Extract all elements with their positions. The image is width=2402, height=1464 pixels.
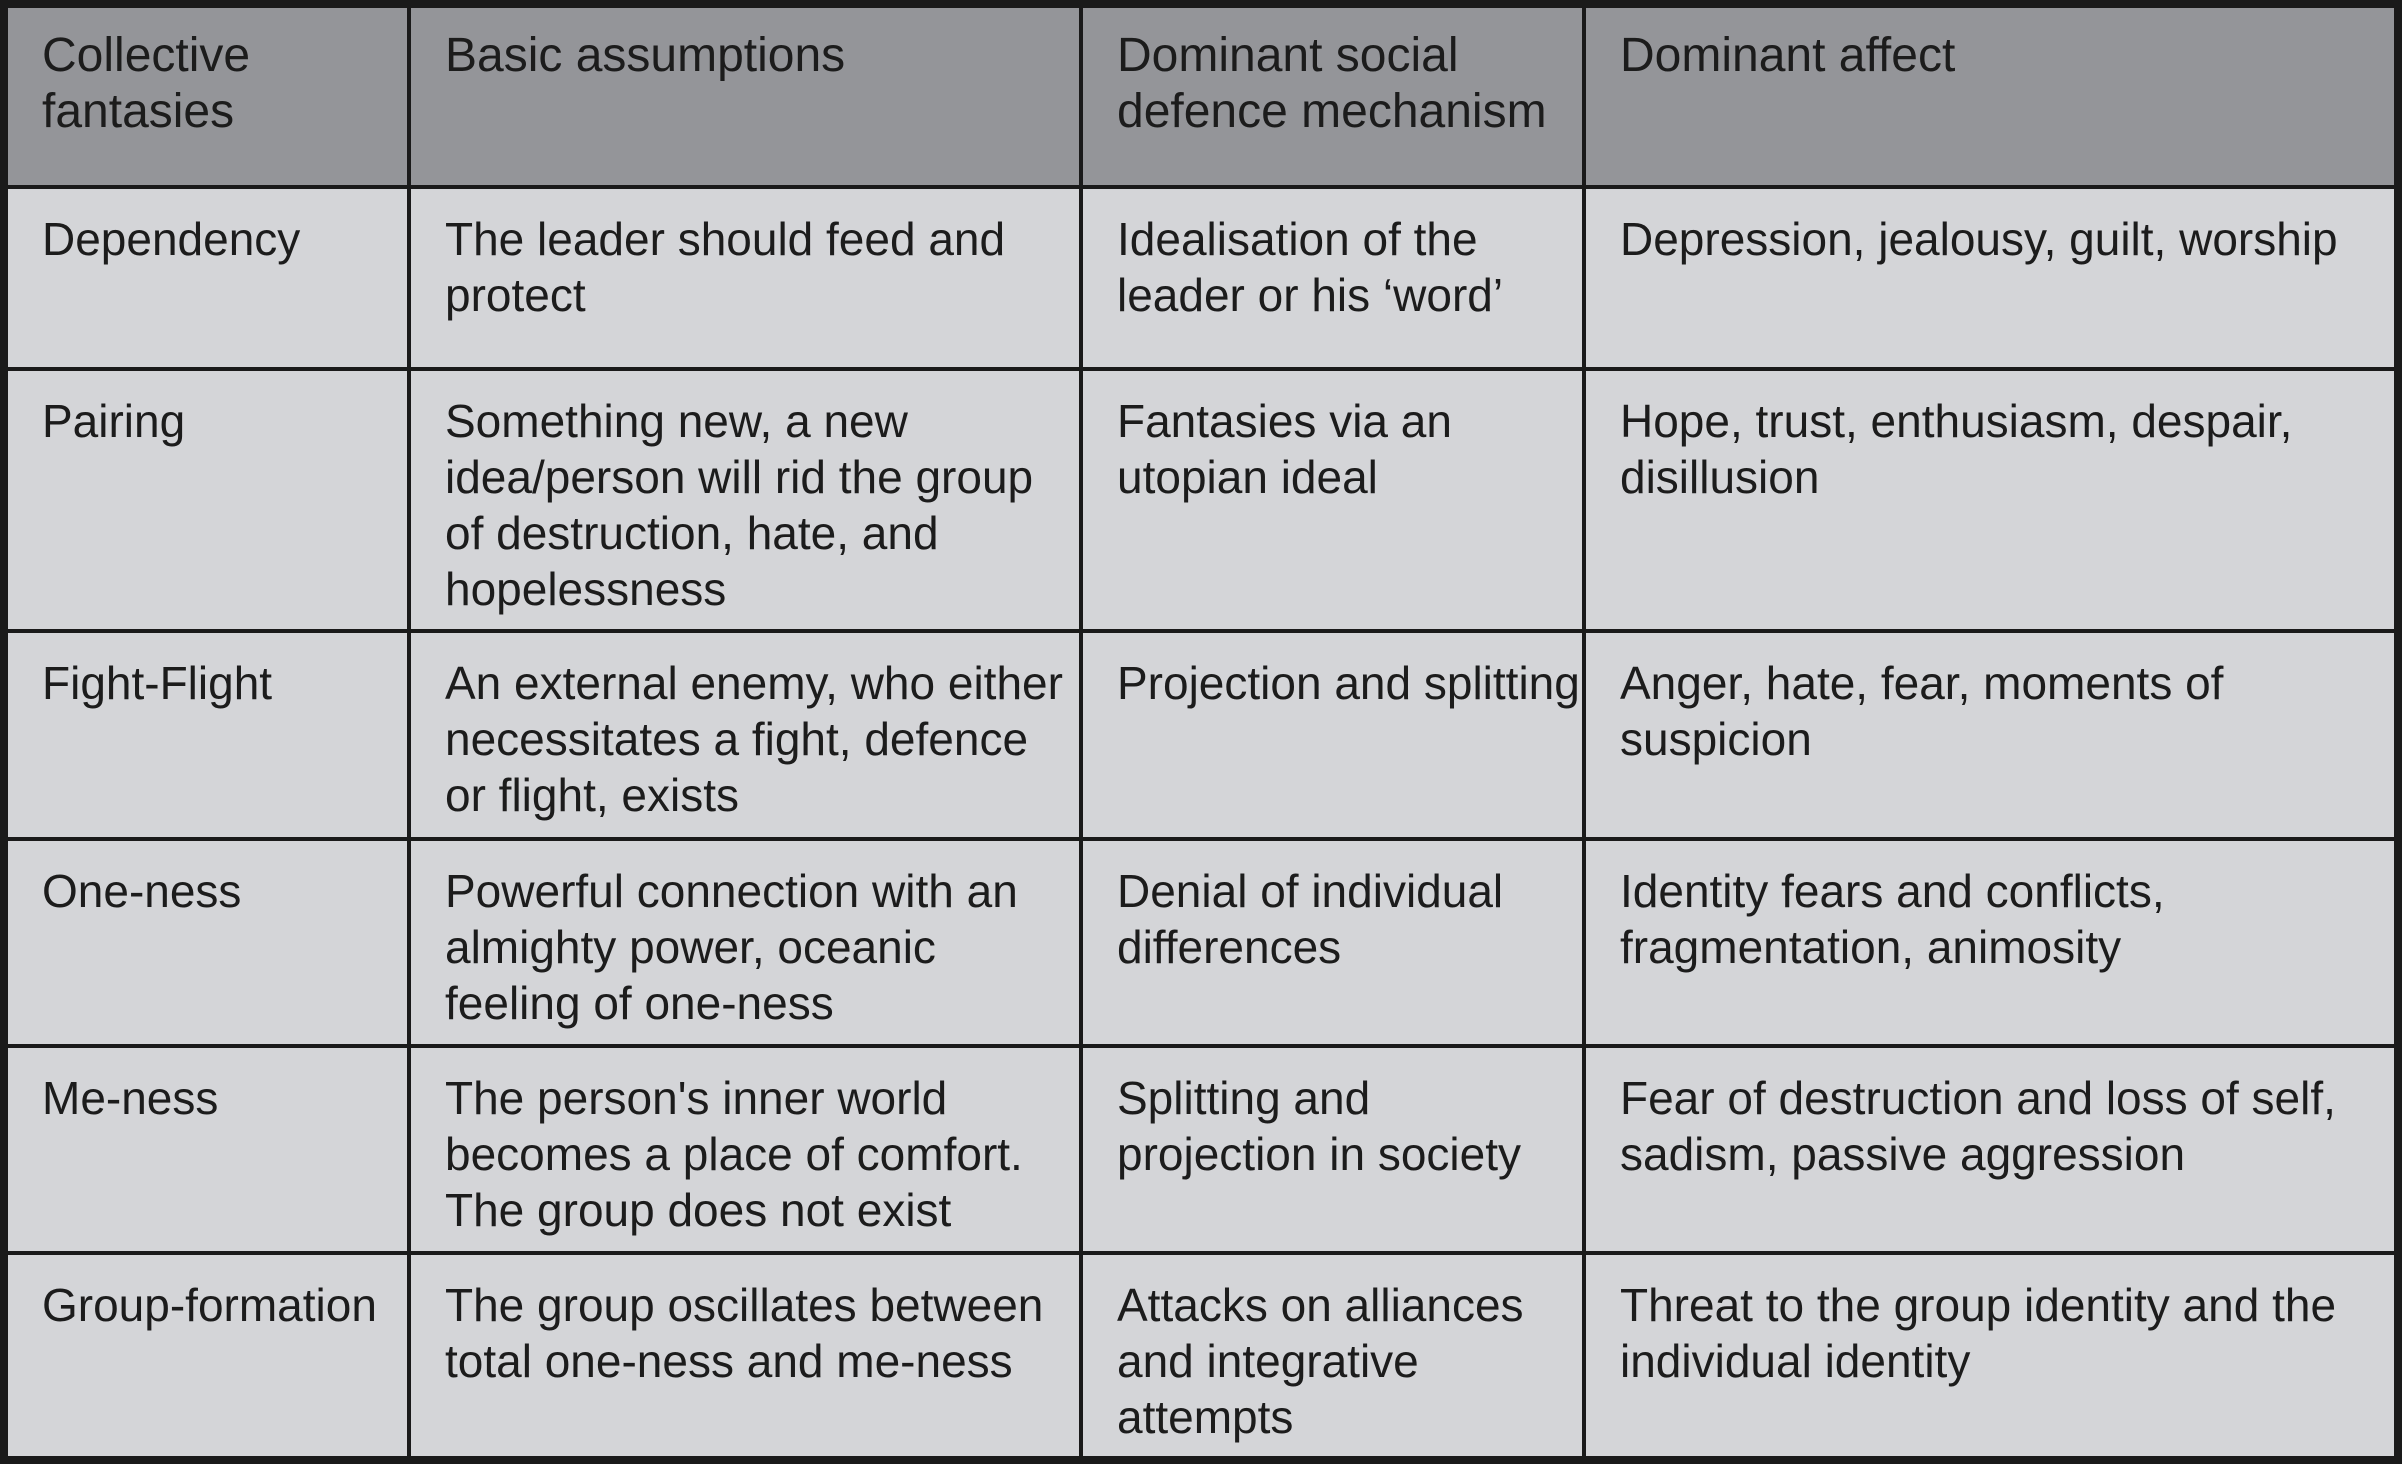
cell-assumption: The leader should feed and protect bbox=[409, 187, 1081, 369]
table-row bbox=[6, 187, 2396, 369]
header-collective-fantasies: Collective fantasies bbox=[6, 6, 409, 187]
cell-defence: Denial of individual differences bbox=[1081, 839, 1584, 1046]
cell-assumption: Powerful connection with an almighty power, oceanic feeling of one-ness bbox=[409, 839, 1081, 1046]
cell-fantasy: One-ness bbox=[6, 839, 409, 1046]
cell-defence: Splitting and projection in society bbox=[1081, 1046, 1584, 1253]
cell-assumption: An external enemy, who either necessitates a fight, defence or flight, exists bbox=[409, 631, 1081, 838]
cell-defence: Idealisation of the leader or his ‘word’ bbox=[1081, 187, 1584, 369]
table-row bbox=[6, 1253, 2396, 1458]
cell-assumption: The group oscillates between total one-ness and me-ness bbox=[409, 1253, 1081, 1458]
table-row bbox=[6, 1046, 2396, 1253]
table-row bbox=[6, 839, 2396, 1046]
cell-defence: Fantasies via an utopian ideal bbox=[1081, 369, 1584, 631]
cell-assumption: Something new, a new idea/person will rid the group of destruction, hate, and hopelessness bbox=[409, 369, 1081, 631]
header-basic-assumptions: Basic assumptions bbox=[409, 6, 1081, 187]
cell-fantasy: Me-ness bbox=[6, 1046, 409, 1253]
cell-affect: Hope, trust, enthusiasm, despair, disillusion bbox=[1584, 369, 2396, 631]
table-row bbox=[6, 631, 2396, 838]
cell-defence: Projection and splitting bbox=[1081, 631, 1584, 838]
cell-fantasy: Group-formation bbox=[6, 1253, 409, 1458]
table-header-row bbox=[6, 6, 2396, 187]
cell-defence: Attacks on alliances and integrative attempts bbox=[1081, 1253, 1584, 1458]
fantasies-table bbox=[4, 4, 2398, 1460]
header-defence-mechanism: Dominant social defence mechanism bbox=[1081, 6, 1584, 187]
cell-affect: Identity fears and conflicts, fragmentation, animosity bbox=[1584, 839, 2396, 1046]
cell-fantasy: Dependency bbox=[6, 187, 409, 369]
cell-affect: Depression, jealousy, guilt, worship bbox=[1584, 187, 2396, 369]
cell-fantasy: Pairing bbox=[6, 369, 409, 631]
header-dominant-affect: Dominant affect bbox=[1584, 6, 2396, 187]
cell-affect: Threat to the group identity and the individual identity bbox=[1584, 1253, 2396, 1458]
table-row bbox=[6, 369, 2396, 631]
cell-fantasy: Fight-Flight bbox=[6, 631, 409, 838]
cell-affect: Fear of destruction and loss of self, sadism, passive aggression bbox=[1584, 1046, 2396, 1253]
cell-assumption: The person's inner world becomes a place of comfort. The group does not exist bbox=[409, 1046, 1081, 1253]
cell-affect: Anger, hate, fear, moments of suspicion bbox=[1584, 631, 2396, 838]
